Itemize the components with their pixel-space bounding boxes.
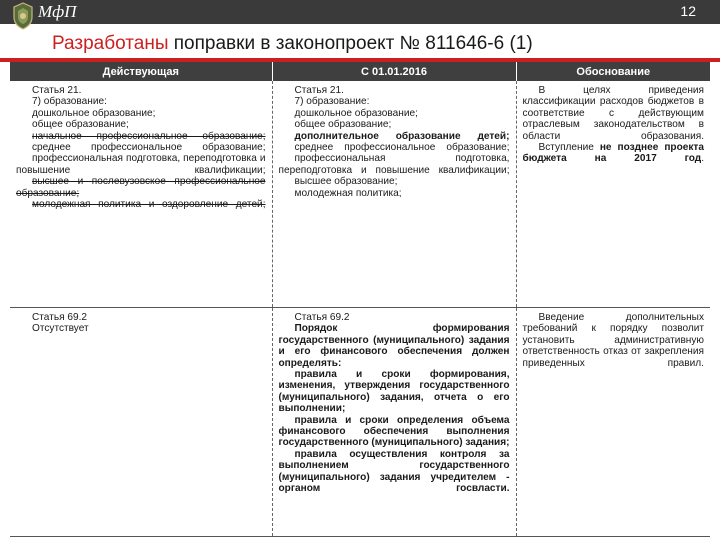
cell-line: профессиональная подготовка, переподготовка и повышение квалификации; xyxy=(278,153,510,176)
table-cell xyxy=(272,81,516,308)
brand-text: МфП xyxy=(38,2,77,21)
cell-line: среднее профессиональное образование; xyxy=(32,142,266,154)
cell-line: молодежная политика; xyxy=(294,187,402,199)
cell-line: профессиональная подготовка, переподготовка и повышение квалификации; xyxy=(16,153,266,176)
cell-line: общее образование; xyxy=(294,119,392,131)
cell-line: Порядок формирования государственного (муниципального) задания и его финансового обеспечения должен определять: xyxy=(278,323,510,369)
cell-line: высшее и послевузовское профессиональное образование; xyxy=(16,176,266,199)
table-cell xyxy=(10,308,272,537)
cell-line: правила осуществления контроля за выполнением государственного (муниципального) задания учредителем - органом госвласти. xyxy=(278,448,510,495)
cell-line: общее образование; xyxy=(32,119,129,131)
cell-line: дошкольное образование; xyxy=(32,107,156,119)
slide-title xyxy=(52,33,533,55)
column-header: Обоснование xyxy=(516,62,710,81)
cell-paragraph xyxy=(523,142,705,165)
table-cell xyxy=(10,81,272,308)
comparison-table xyxy=(10,62,710,537)
table-cell xyxy=(516,308,710,537)
cell-line: молодежная политика и оздоровление детей; xyxy=(32,199,266,211)
cell-line: среднее профессиональное образование; xyxy=(294,142,510,154)
cell-line: начальное профессиональное образование; xyxy=(32,130,266,142)
cell-line: 7) образование: xyxy=(32,96,107,108)
cell-line: дополнительное образование детей; xyxy=(294,130,510,142)
cell-line: 7) образование: xyxy=(294,96,370,108)
top-bar xyxy=(0,0,720,24)
cell-line: Отсутствует xyxy=(32,323,89,335)
cell-text: . xyxy=(701,153,704,165)
cell-line: Статья 69.2 xyxy=(32,312,87,323)
table-header-row xyxy=(10,62,710,81)
cell-line: Статья 21. xyxy=(294,85,344,96)
cell-text: Вступление xyxy=(538,142,600,154)
title-accent: Разработаны xyxy=(52,33,169,54)
title-rest: поправки в законопроект № 811646-6 (1) xyxy=(168,33,533,54)
table-cell xyxy=(516,81,710,308)
cell-paragraph: В целях приведения классификации расходов бюджетов в соответствие с действующим отраслевым законодательством в области образования. xyxy=(522,85,704,142)
cell-line: дошкольное образование; xyxy=(294,107,418,119)
column-header: С 01.01.2016 xyxy=(272,62,516,81)
table-cell xyxy=(272,308,516,537)
cell-line: правила и сроки определения объема финансового обеспечения выполнения государственного (муниципального) задания; xyxy=(278,414,510,449)
cell-text-bold: не позднее проекта бюджета на 2017 год xyxy=(522,142,704,165)
cell-line: правила и сроки формирования, изменения, утверждения государственного (муниципального) задания, отчета о его выполнении; xyxy=(278,369,510,415)
emblem-logo-icon xyxy=(12,2,34,30)
cell-line: высшее образование; xyxy=(294,176,398,188)
column-header: Действующая xyxy=(10,62,272,81)
slide-number: 12 xyxy=(680,3,696,19)
cell-paragraph: Введение дополнительных требований к порядку позволит установить административную ответственность отказ от закрепления приведенных правил. xyxy=(522,312,704,369)
cell-line: Статья 69.2 xyxy=(294,312,350,323)
table-row xyxy=(10,308,710,537)
table-row xyxy=(10,81,710,308)
cell-line: Статья 21. xyxy=(32,85,82,96)
